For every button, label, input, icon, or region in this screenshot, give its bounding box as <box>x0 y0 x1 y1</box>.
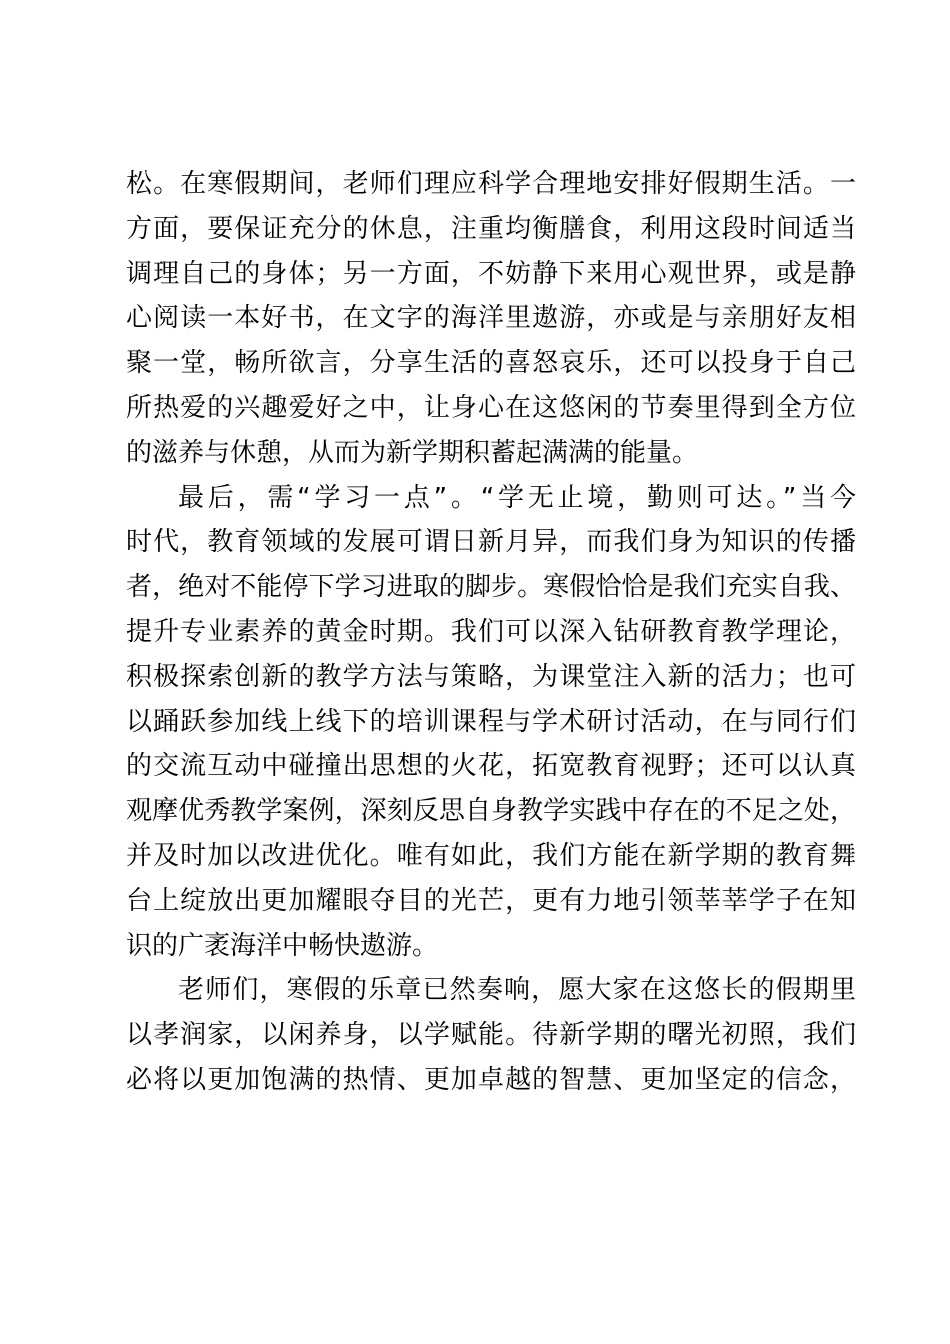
paragraph-1-line: 松。在寒假期间，老师们理应科学合理地安排好假期生活。一 <box>126 169 856 199</box>
paragraph-2-line: 提升专业素养的黄金时期。我们可以深入钻研教育教学理论， <box>126 616 856 647</box>
paragraph-2-line: 积极探索创新的教学方法与策略，为课堂注入新的活力；也可 <box>126 661 856 692</box>
paragraph-1-line: 方面，要保证充分的休息，注重均衡膳食，利用这段时间适当 <box>126 213 856 244</box>
paragraph-1-line: 心阅读一本好书，在文字的海洋里遨游，亦或是与亲朋好友相 <box>126 303 856 334</box>
paragraph-2-line: 最后，需“学习一点”。“学无止境，勤则可达。”当今 <box>178 482 856 513</box>
paragraph-2-line: 观摩优秀教学案例，深刻反思自身教学实践中存在的不足之处， <box>126 796 856 827</box>
paragraph-1-line: 调理自己的身体；另一方面，不妨静下来用心观世界，或是静 <box>126 258 856 289</box>
paragraph-1-line: 的滋养与休憩，从而为新学期积蓄起满满的能量。 <box>126 437 699 468</box>
paragraph-3-line: 以孝润家，以闲养身，以学赋能。待新学期的曙光初照，我们 <box>126 1020 856 1051</box>
paragraph-3-line: 必将以更加饱满的热情、更加卓越的智慧、更加坚定的信念， <box>126 1064 856 1095</box>
paragraph-2-line: 者，绝对不能停下学习进取的脚步。寒假恰恰是我们充实自我、 <box>126 572 856 603</box>
paragraph-2-line: 识的广袤海洋中畅快遨游。 <box>126 930 439 961</box>
paragraph-1-line: 聚一堂，畅所欲言，分享生活的喜怒哀乐，还可以投身于自己 <box>126 348 856 379</box>
body-text <box>126 162 856 1103</box>
paragraph-2-line: 以踊跃参加线上线下的培训课程与学术研讨活动，在与同行们 <box>126 706 856 737</box>
paragraph-3-line: 老师们，寒假的乐章已然奏响，愿大家在这悠长的假期里 <box>178 975 856 1006</box>
paragraph-2-line: 的交流互动中碰撞出思想的火花，拓宽教育视野；还可以认真 <box>126 751 856 782</box>
paragraph-2-line: 时代，教育领域的发展可谓日新月异，而我们身为知识的传播 <box>126 527 856 558</box>
paragraph-2-line: 并及时加以改进优化。唯有如此，我们方能在新学期的教育舞 <box>126 840 856 871</box>
paragraph-1-line: 所热爱的兴趣爱好之中，让身心在这悠闲的节奏里得到全方位 <box>126 392 856 423</box>
paragraph-2-line: 台上绽放出更加耀眼夺目的光芒，更有力地引领莘莘学子在知 <box>126 885 856 916</box>
